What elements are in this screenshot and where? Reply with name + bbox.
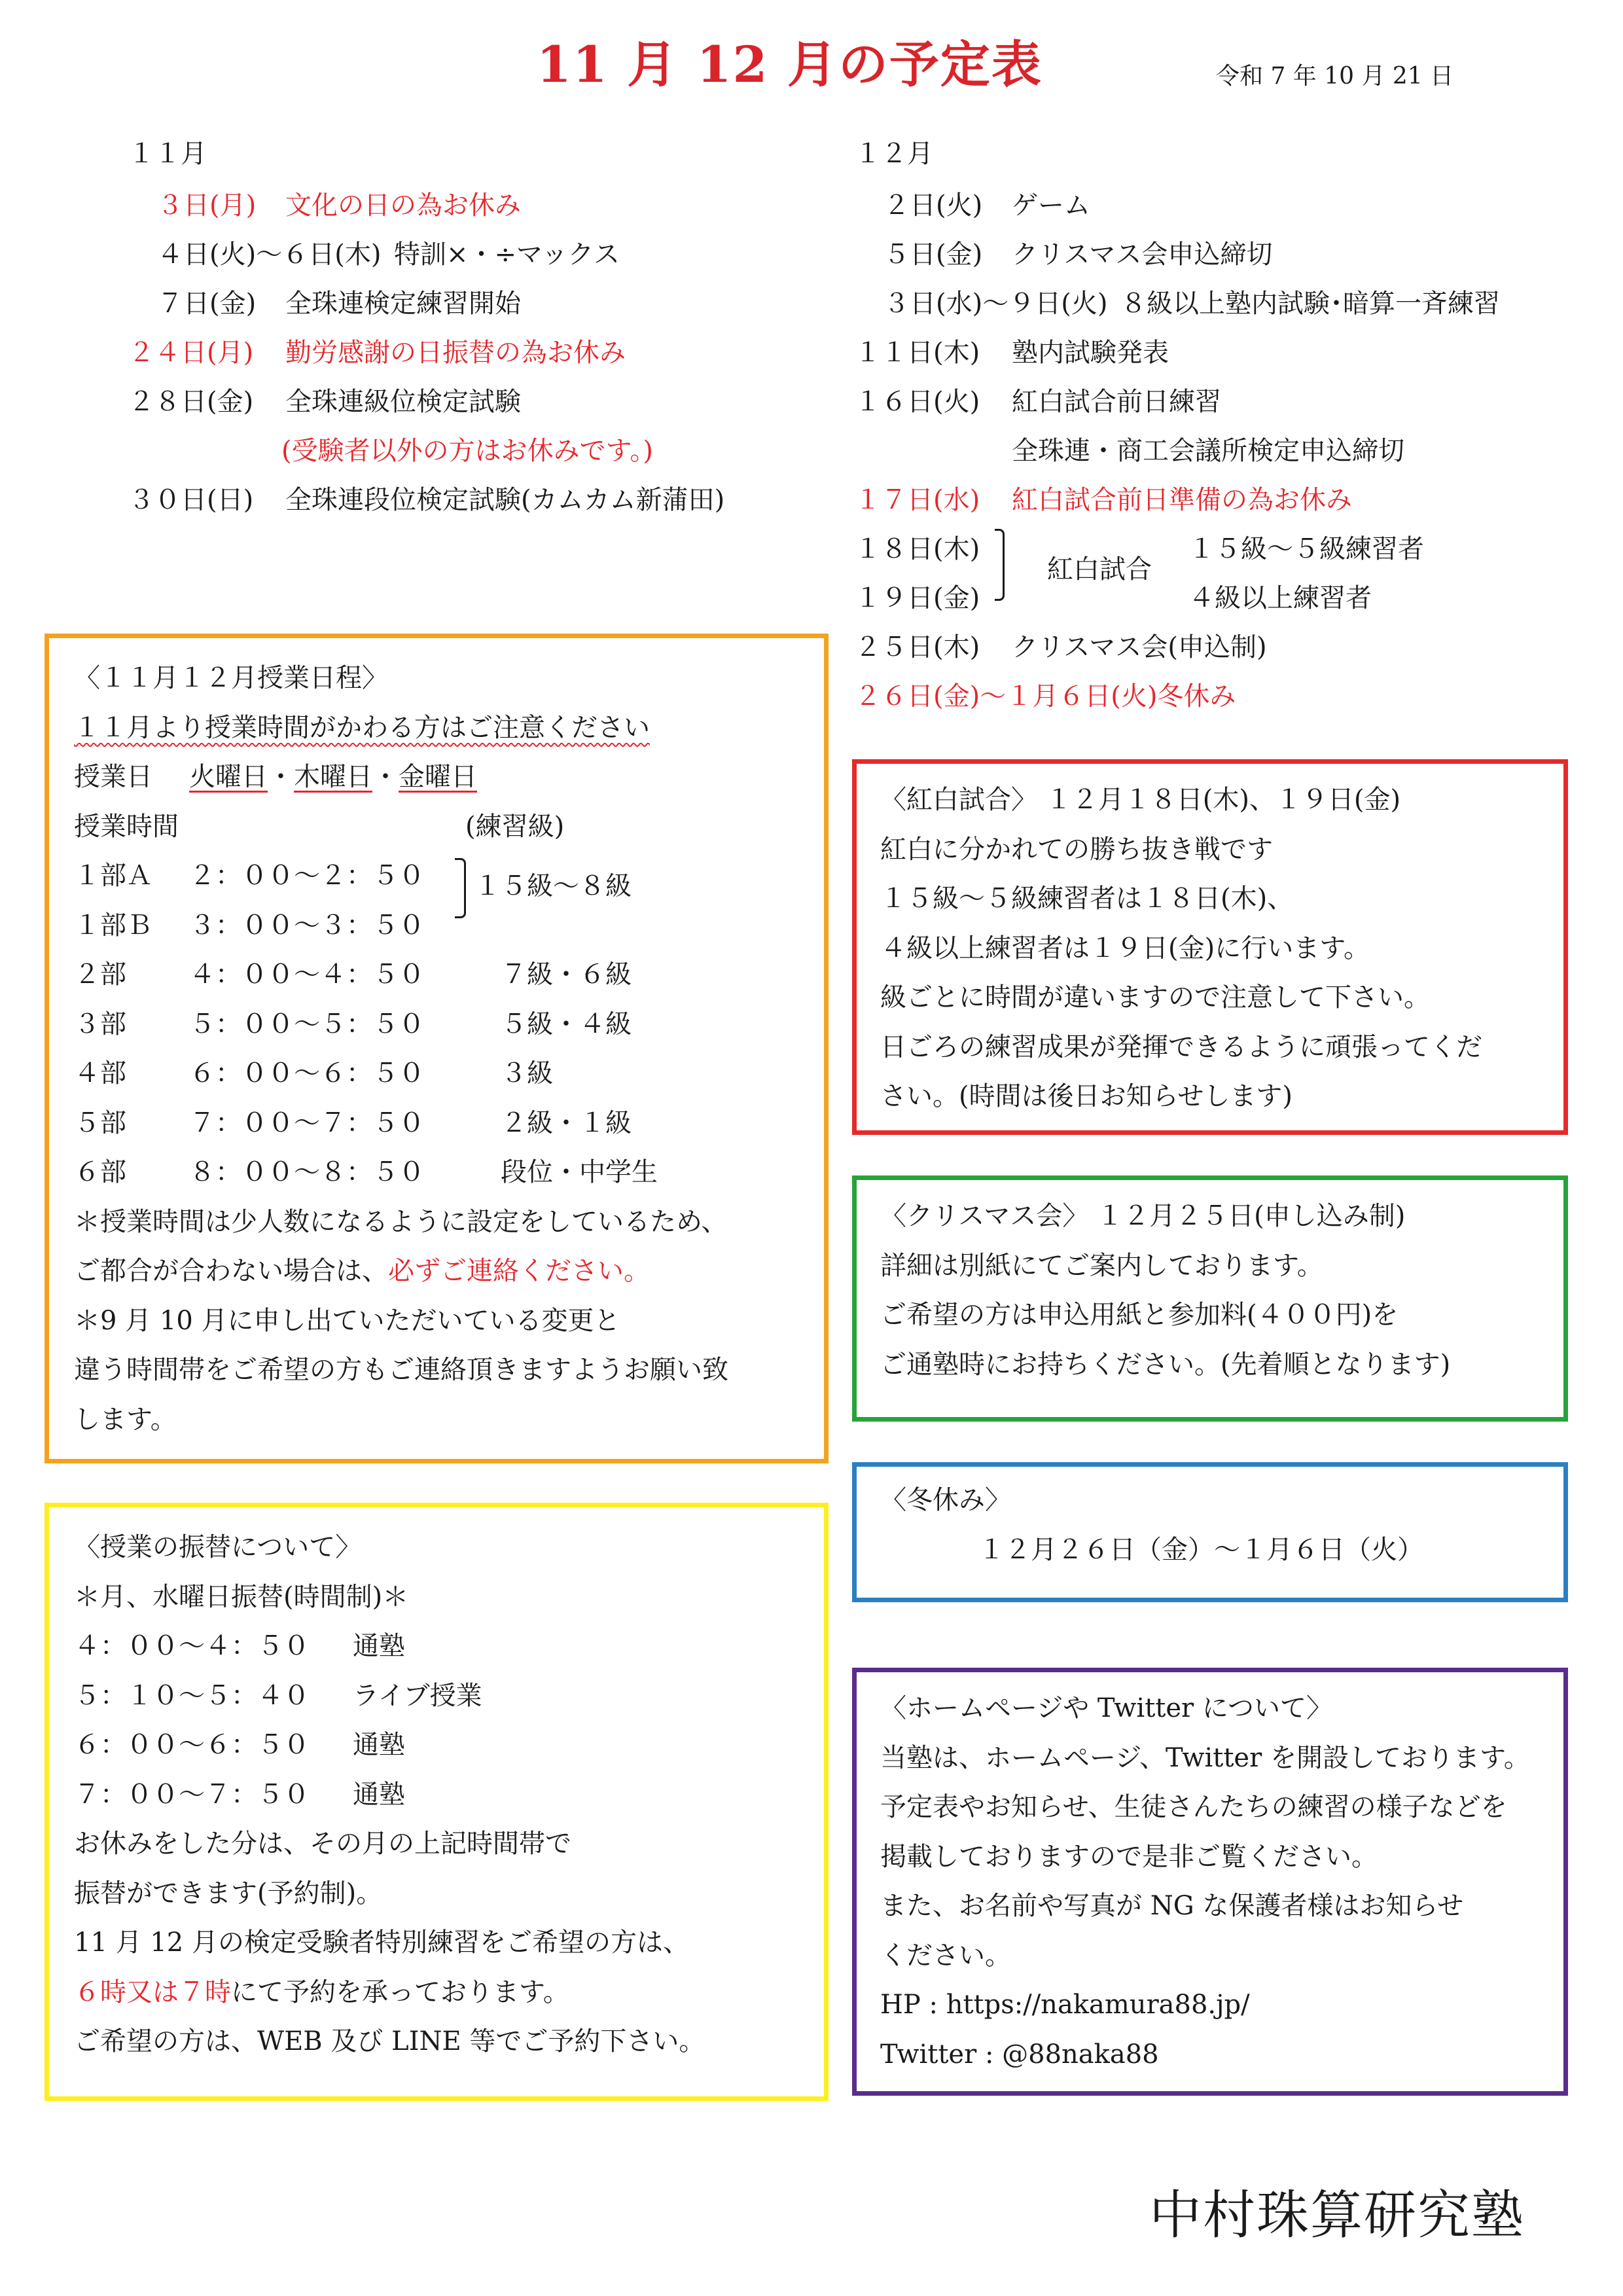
christmas-heading: 〈クリスマス会〉 １２月２５日(申し込み制): [880, 1201, 1406, 1231]
event-date: ５日(金): [883, 240, 983, 270]
november-event: [128, 332, 626, 369]
web-box: [852, 1668, 1568, 2096]
web-content: [880, 1684, 1530, 2079]
period-name: １部Ａ: [74, 861, 152, 891]
event-text: 勤労感謝の日振替の為お休み: [285, 338, 626, 368]
period-time: ２：００〜２：５０: [189, 861, 425, 891]
event-date: ３０日(日): [128, 485, 254, 515]
transfer-slot: [74, 1672, 705, 1721]
event-date: ３日(月): [157, 190, 257, 221]
december-event: [855, 332, 1169, 369]
level-label: (練習級): [465, 811, 565, 842]
period-name: ２部: [74, 960, 126, 990]
schedule-heading: 〈１１月１２月授業日程〉: [74, 663, 388, 693]
kohaku-text: 級ごとに時間が違いますので注意して下さい。: [880, 982, 1430, 1013]
period-level: ２級・１級: [501, 1107, 632, 1138]
schedule-note: ＊授業時間は少人数になるように設定をしているため、: [74, 1206, 728, 1237]
page-title: 11 月 12 月の予定表: [537, 35, 1043, 94]
web-text: ください。: [880, 1940, 1011, 1971]
period-name: ４部: [74, 1058, 126, 1088]
december-event: [855, 479, 1352, 516]
transfer-text: にて予約を承っております。: [231, 1977, 569, 2007]
slot-type: ライブ授業: [353, 1680, 482, 1711]
transfer-text: ご希望の方は、WEB 及び LINE 等でご予約下さい。: [74, 2026, 705, 2056]
november-event: [128, 479, 724, 516]
december-event: [883, 185, 1090, 222]
slot-time: ７：００〜７：５０: [74, 1779, 310, 1810]
winter-content: [880, 1476, 1423, 1575]
event-text: 特訓×・÷マックス: [394, 240, 620, 270]
class-days: [74, 753, 728, 802]
event-date: ２４日(月): [128, 338, 254, 368]
december-heading: １２月: [855, 139, 933, 169]
december-event: [855, 381, 1221, 418]
event-text: ゲーム: [1012, 190, 1090, 221]
christmas-text: ご通塾時にお持ちください。(先着順となります): [880, 1349, 1451, 1380]
december-event: [883, 283, 1500, 320]
event-date: ２６日(金)〜１月６日(火)冬休み: [855, 681, 1236, 711]
transfer-text: お休みをした分は、その月の上記時間帯で: [74, 1829, 571, 1859]
kohaku-text: 紅白に分かれての勝ち抜き戦です: [880, 834, 1273, 865]
kohaku-box: [852, 759, 1568, 1135]
web-text: 当塾は、ホームページ、Twitter を開設しております。: [880, 1742, 1530, 1773]
transfer-slot: [74, 1622, 705, 1672]
event-text: (受験者以外の方はお休みです。): [281, 436, 654, 466]
kohaku-text: １５級〜５級練習者は１８日(木)、: [880, 884, 1294, 914]
web-text: 予定表やお知らせ、生徒さんたちの練習の様子などを: [880, 1792, 1507, 1822]
period-name: １部Ｂ: [74, 910, 152, 941]
period-time: ３：００〜３：５０: [189, 910, 425, 941]
day-separator: ・: [268, 762, 294, 792]
event-text: クリスマス会(申込制): [1012, 632, 1267, 662]
web-text: 掲載しておりますので是非ご覧ください。: [880, 1841, 1378, 1872]
event-date: １１日(木): [855, 338, 980, 368]
event-date: ２８日(金): [128, 387, 254, 417]
christmas-box: [852, 1175, 1568, 1422]
event-text: クリスマス会申込締切: [1012, 240, 1273, 270]
december-event-note: [1012, 430, 1404, 467]
kohaku-date: １９日(金): [855, 583, 980, 613]
december-event: [855, 675, 1236, 713]
day-separator: ・: [372, 762, 399, 792]
event-text: 文化の日の為お休み: [285, 190, 521, 221]
slot-time: ４：００〜４：５０: [74, 1631, 310, 1661]
november-heading: １１月: [128, 139, 207, 169]
event-text: 全珠連段位検定試験(カムカム新蒲田): [285, 485, 725, 515]
december-event: [855, 626, 1267, 664]
winter-heading: 〈冬休み〉: [880, 1485, 1011, 1515]
slot-type: 通塾: [353, 1730, 405, 1760]
period-level: 段位・中学生: [501, 1157, 658, 1187]
event-text: 塾内試験発表: [1012, 338, 1169, 368]
homepage-url[interactable]: HP : https://nakamura88.jp/: [880, 1990, 1250, 2020]
group-level: １５級〜８級: [474, 871, 632, 901]
time-label: 授業時間: [74, 811, 179, 842]
transfer-box: [45, 1503, 829, 2101]
kohaku-label: 紅白試合: [1047, 554, 1152, 584]
slot-type: 通塾: [353, 1779, 405, 1810]
transfer-heading: 〈授業の振替について〉: [74, 1532, 362, 1562]
schedule-note: ご都合が合わない場合は、: [74, 1256, 388, 1286]
event-text: 全珠連検定練習開始: [285, 289, 521, 319]
event-text: 紅白試合前日準備の為お休み: [1012, 485, 1352, 515]
schedule-note: 違う時間帯をご希望の方もご連絡頂きますようお願い致: [74, 1355, 728, 1385]
transfer-text: 振替ができます(予約制)。: [74, 1878, 383, 1909]
schedule-box: [45, 634, 829, 1463]
november-event: [157, 283, 521, 320]
event-date: ２日(火): [883, 190, 983, 221]
event-date: １６日(火): [855, 387, 980, 417]
kohaku-bracket: [995, 529, 1005, 601]
days-label: 授業日: [74, 762, 152, 792]
period-row: [74, 950, 728, 1000]
kohaku-text: ４級以上練習者は１９日(金)に行います。: [880, 933, 1370, 963]
transfer-content: [74, 1523, 705, 2067]
kohaku-heading: 〈紅白試合〉 １２月１８日(木)、１９日(金): [880, 785, 1401, 815]
web-heading: 〈ホームページや Twitter について〉: [880, 1693, 1333, 1723]
transfer-text: 11 月 12 月の検定受験者特別練習をご希望の方は、: [74, 1928, 689, 1958]
period-time: ６：００〜６：５０: [189, 1058, 425, 1088]
kohaku-text: さい。(時間は後日お知らせします): [880, 1081, 1293, 1111]
event-date: ７日(金): [157, 289, 257, 319]
christmas-text: 詳細は別紙にてご案内しております。: [880, 1250, 1323, 1281]
period-level: ５級・４級: [501, 1009, 632, 1039]
december-event: [883, 234, 1272, 271]
period-level: ３級: [501, 1058, 553, 1088]
slot-time: ６：００〜６：５０: [74, 1730, 310, 1760]
period-row: [74, 1049, 728, 1099]
period-time: ５：００〜５：５０: [189, 1009, 425, 1039]
winter-dates: １２月２６日（金）〜１月６日（火）: [978, 1534, 1423, 1565]
kohaku-group: １５級〜５級練習者: [1188, 534, 1424, 564]
transfer-slot: [74, 1721, 705, 1770]
day-tuesday: 火曜日: [189, 762, 268, 792]
kohaku-date: １８日(木): [855, 534, 980, 564]
slot-time: ５：１０〜５：４０: [74, 1680, 310, 1711]
transfer-slot: [74, 1770, 705, 1820]
kohaku-text: 日ごろの練習成果が発揮できるように頑張ってくだ: [880, 1031, 1482, 1062]
kohaku-group: ４級以上練習者: [1188, 583, 1372, 613]
transfer-sub: ＊月、水曜日振替(時間制)＊: [74, 1581, 409, 1612]
event-date: １７日(水): [855, 485, 980, 515]
event-text: 全珠連級位検定試験: [285, 387, 521, 417]
christmas-text: ご希望の方は申込用紙と参加料(４００円)を: [880, 1300, 1399, 1330]
web-text: また、お名前や写真が NG な保護者様はお知らせ: [880, 1891, 1464, 1921]
november-event: [157, 185, 521, 222]
event-date: ４日(火)〜６日(木): [157, 240, 382, 270]
period-name: ６部: [74, 1157, 126, 1187]
period-name: ５部: [74, 1107, 126, 1138]
period-time: ７：００〜７：５０: [189, 1107, 425, 1138]
winter-box: [852, 1462, 1568, 1602]
schedule-notice: １１月より授業時間がかわる方はご注意ください: [74, 712, 650, 743]
period-row: [74, 1000, 728, 1050]
november-event: [157, 234, 620, 271]
period-row: [74, 1148, 728, 1198]
schedule-content: [74, 654, 728, 1444]
day-thursday: 木曜日: [294, 762, 372, 792]
november-event: [128, 381, 521, 418]
level-bracket: [455, 858, 466, 918]
day-friday: 金曜日: [399, 762, 477, 792]
period-level: ７級・６級: [501, 960, 632, 990]
event-date: ３日(水)〜９日(火): [883, 289, 1108, 319]
event-date: ２５日(木): [855, 632, 980, 662]
period-time: ４：００〜４：５０: [189, 960, 425, 990]
christmas-content: [880, 1192, 1450, 1390]
twitter-handle[interactable]: Twitter : @88naka88: [880, 2039, 1159, 2070]
event-text: 紅白試合前日練習: [1012, 387, 1221, 417]
schedule-note: します。: [74, 1404, 177, 1435]
school-name: 中村珠算研究塾: [1149, 2185, 1525, 2246]
event-text: 全珠連・商工会議所検定申込締切: [1012, 436, 1404, 466]
kohaku-content: [880, 776, 1482, 1122]
transfer-text-emphasis: ６時又は７時: [74, 1977, 231, 2007]
event-text: ８級以上塾内試験･暗算一斉練習: [1120, 289, 1500, 319]
period-time: ８：００〜８：５０: [189, 1157, 425, 1187]
period-row: [74, 1099, 728, 1149]
november-event-note: [281, 430, 653, 467]
issue-date: 令和 7 年 10 月 21 日: [1216, 63, 1454, 90]
slot-type: 通塾: [353, 1631, 405, 1661]
schedule-note-emphasis: 必ずご連絡ください。: [388, 1256, 650, 1286]
period-name: ３部: [74, 1009, 126, 1039]
schedule-note: ＊9 月 10 月に申し出ていただいている変更と: [74, 1305, 620, 1336]
